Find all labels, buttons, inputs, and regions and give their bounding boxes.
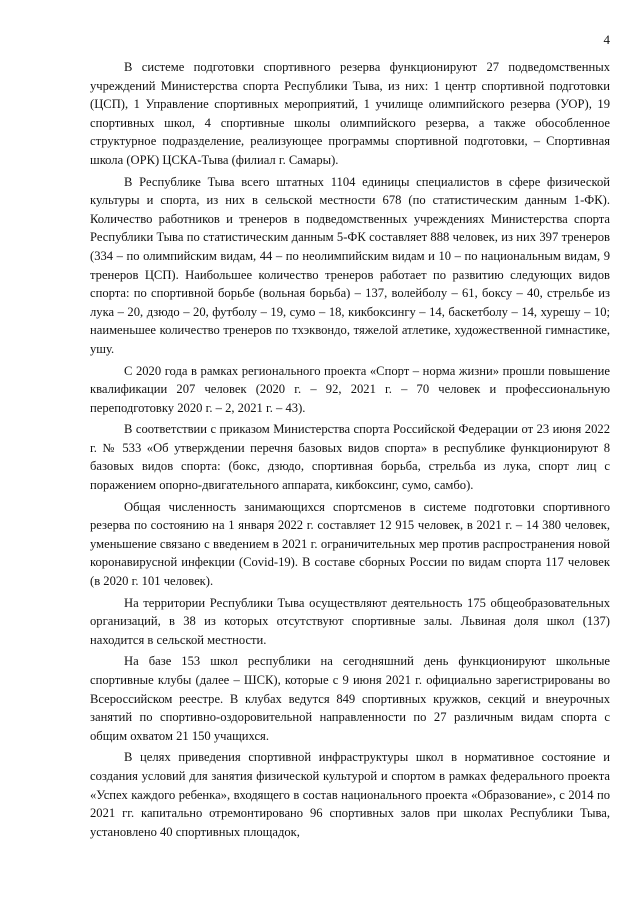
document-body (90, 58, 610, 844)
paragraph-qualification-training: С 2020 года в рамках регионального проекта «Спорт – норма жизни» прошли повышение квалификации 207 человек (2020 г. – 92, 2021 г. – 70 человек и профессиональную переподготовку 2020 г. – 2, 2021 г. – 43). (90, 363, 610, 415)
paragraph-basic-sports: В соответствии с приказом Министерства спорта Российской Федерации от 23 июня 2022 г. № 533 «Об утверждении перечня базовых видов спорта» в республике функционируют 8 базовых видов спорта: (бокс, дзюдо, спортивная борьба, стрельба из лука, спорт лиц с поражением опорно-двигательного аппарата, кикбоксинг, сумо, самбо). (90, 422, 610, 493)
paragraph-school-sports-clubs: На базе 153 школ республики на сегодняшний день функционируют школьные спортивные клубы (далее – ШСК), которые с 9 июня 2021 г. официально зарегистрированы во Всероссийском реестре. В клубах ведутся 849 спортивных кружков, секций и внеурочных занятий по спортивно-оздоровительной направленности по 27 различным видам спорта с общим охватом 21 150 учащихся. (90, 654, 610, 743)
paragraph-sports-reserve-institutions: В системе подготовки спортивного резерва функционируют 27 подведомственных учреждений Министерства спорта Республики Тыва, из них: 1 центр спортивной подготовки (ЦСП), 1 Управление спортивных мероприятий, 1 училище олимпийского резерва (УОР), 19 спортивных школ, 4 спортивные школы олимпийского резерва, а также обособленное структурное подразделение, реализующее программы спортивной подготовки, – Спортивная школа (ОРК) ЦСКА-Тыва (филиал г. Самары). (90, 60, 610, 167)
paragraph-athletes-count: Общая численность занимающихся спортсменов в системе подготовки спортивного резерва по состоянию на 1 января 2022 г. составляет 12 915 человек, в 2021 г. – 14 380 человек, уменьшение связано с введением в 2021 г. ограничительных мер против распространения новой коронавирусной инфекции (Covid-19). В составе сборных России по видам спорта 117 человек (в 2020 г. 101 человек). (90, 499, 610, 589)
paragraph-specialists-and-coaches: В Республике Тыва всего штатных 1104 единицы специалистов в сфере физической культуры и спорта, из них в сельской местности 678 (по статистическим данным 1-ФК). Количество работников и тренеров в подведомственных учреждениях Министерства спорта Республики Тыва по статистическим данным 5-ФК составляет 888 человек, из них 397 тренеров (334 – по олимпийским видам, 44 – по неолимпийским видам и 10 – по национальным видам, 9 тренеров ЦСП). Наибольшее количество тренеров работает по развитию следующих видов спорта: по спортивной борьбе (вольная борьба) – 137, волейболу – 61, боксу – 40, стрельбе из лука – 20, дзюдо – 20, футболу – 19, сумо – 18, кикбоксингу – 14, баскетболу – 14, хурешу – 10; наименьшее количество тренеров по тхэквондо, тяжелой атлетике, художественной гимнастике, ушу. (90, 174, 610, 356)
page-number: 4 (603, 32, 610, 47)
paragraph-educational-organizations: На территории Республики Тыва осуществляют деятельность 175 общеобразовательных организаций, в 38 из которых отсутствуют спортивные залы. Львиная доля школ (137) находится в сельской местности. (90, 595, 610, 647)
paragraph-school-infrastructure: В целях приведения спортивной инфраструктуры школ в нормативное состояние и создания условий для занятия физической культурой и спортом в рамках федерального проекта «Успех каждого ребенка», входящего в состав национального проекта «Образование», с 2014 по 2021 гг. капитально отремонтировано 96 спортивных залов при школах Республики Тыва, установлено 40 спортивных площадок, (90, 750, 610, 839)
